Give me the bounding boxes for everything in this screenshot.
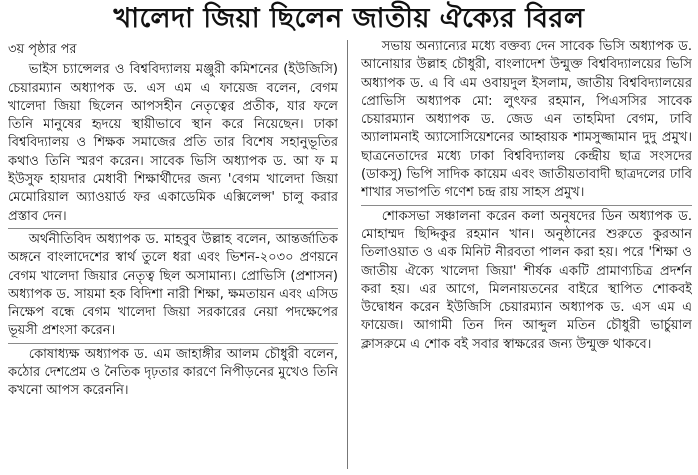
headline: খালেদা জিয়া ছিলেন জাতীয় ঐক্যের বিরল bbox=[113, 3, 585, 34]
paragraph-divider bbox=[361, 205, 692, 206]
right-paragraph-1: সভায় অন্যান্যের মধ্যে বক্তব্য দেন সাবেক ভিসি অধ্যাপক ড. আনোয়ার উল্লাহ চৌধুরী, বাংলাদেশ উন্মুক্ত বিশ্ববিদ্যালয়ের ভিসি অধ্যাপক ড. এ বি এম ওবায়দুল ইসলাম, জাতীয় বিশ্ববিদ্যালয়ের প্রোভিসি অধ্যাপক মো: লুৎফর রহমান, পিএসসির সাবেক চেয়ারম্যান অধ্যাপক ড. জেড এন তাহমিদা বেগম, ঢাবি অ্যালামনাই অ্যাসোসিয়েশনের আহ্বায়ক শামসুজ্জামান দুদু প্রমুখ। ছাত্রনেতাদের মধ্যে ঢাকা বিশ্ববিদ্যালয় কেন্দ্রীয় ছাত্র সংসদের (ডাকসু) ভিপি সাদিক কায়েম এবং জাতীয়তাবাদী ছাত্রদলের ঢাবি শাখার সভাপতি গণেশ চন্দ্র রায় সাহস প্রমুখ। bbox=[361, 39, 692, 201]
left-paragraph-1: ভাইস চ্যান্সেলর ও বিশ্ববিদ্যালয় মঞ্জুরী কমিশনের (ইউজিসি) চেয়ারম্যান অধ্যাপক ড. এস এম এ ফায়েজ বলেন, বেগম খালেদা জিয়া ছিলেন আপসহীন নেতৃত্বের প্রতীক, যার ফলে তিনি মানুষের হৃদয়ে স্থায়ীভাবে স্থান করে নিয়েছেন। ঢাকা বিশ্ববিদ্যালয় ও শিক্ষক সমাজের প্রতি তার বিশেষ সহানুভূতির কথাও তিনি স্মরণ করেন। সাবেক ভিসি অধ্যাপক ড. আ ফ ম ইউসুফ হায়দার মেধাবী শিক্ষার্থীদের জন্য 'বেগম খালেদা জিয়া মেমোরিয়াল অ্যাওয়ার্ড ফর একাডেমিক এক্সিলেন্স' চালু করার প্রস্তাব দেন। bbox=[8, 62, 338, 224]
right-paragraph-2: শোকসভা সঞ্চালনা করেন কলা অনুষদের ডিন অধ্যাপক ড. মোহাম্মদ ছিদ্দিকুর রহমান খান। অনুষ্ঠানের শুরুতে কুরআন তিলাওয়াত ও এক মিনিট নীরবতা পালন করা হয়। পরে 'শিক্ষা ও জাতীয় ঐক্যে খালেদা জিয়া' শীর্ষক একটি প্রামাণ্যচিত্র প্রদর্শন করা হয়। এর আগে, মিলনায়তনের বাইরে স্থাপিত শোকবই উদ্বোধন করেন ইউজিসি চেয়ারম্যান অধ্যাপক ড. এস এম এ ফায়েজ। আগামী তিন দিন আব্দুল মতিন চৌধুরী ভার্চুয়াল ক্লাসরুমে এ শোক বই সবার স্বাক্ষরের জন্য উন্মুক্ত থাকবে। bbox=[361, 208, 692, 352]
right-column bbox=[361, 38, 692, 471]
left-paragraph-2: অর্থনীতিবিদ অধ্যাপক ড. মাহবুব উল্লাহ বলেন, আন্তর্জাতিক অঙ্গনে বাংলাদেশের স্বার্থ তুলে ধরা এবং ভিশন-২০৩০ প্রণয়নে বেগম খালেদা জিয়ার নেতৃত্ব ছিল অসামান্য। প্রোভিসি (প্রশাসন) অধ্যাপক ড. সায়মা হক বিদিশা নারী শিক্ষা, ক্ষমতায়ন এবং এসিড নিক্ষেপ বন্ধে বেগম খালেদা জিয়া সরকারের নেয়া পদক্ষেপের ভূয়সী প্রশংসা করেন। bbox=[8, 231, 338, 339]
paragraph-divider bbox=[8, 343, 338, 344]
left-paragraph-3: কোষাধ্যক্ষ অধ্যাপক ড. এম জাহাঙ্গীর আলম চৌধুরী বলেন, কঠোর দেশপ্রেম ও নৈতিক দৃঢ়তার কারণে নিপীড়নের মুখেও তিনি কখনো আপস করেননি। bbox=[8, 346, 338, 399]
column-divider bbox=[347, 40, 348, 469]
left-column bbox=[8, 38, 338, 471]
paragraph-divider bbox=[8, 228, 338, 229]
continued-from-label: ৩য় পৃষ্ঠার পর bbox=[8, 42, 77, 57]
